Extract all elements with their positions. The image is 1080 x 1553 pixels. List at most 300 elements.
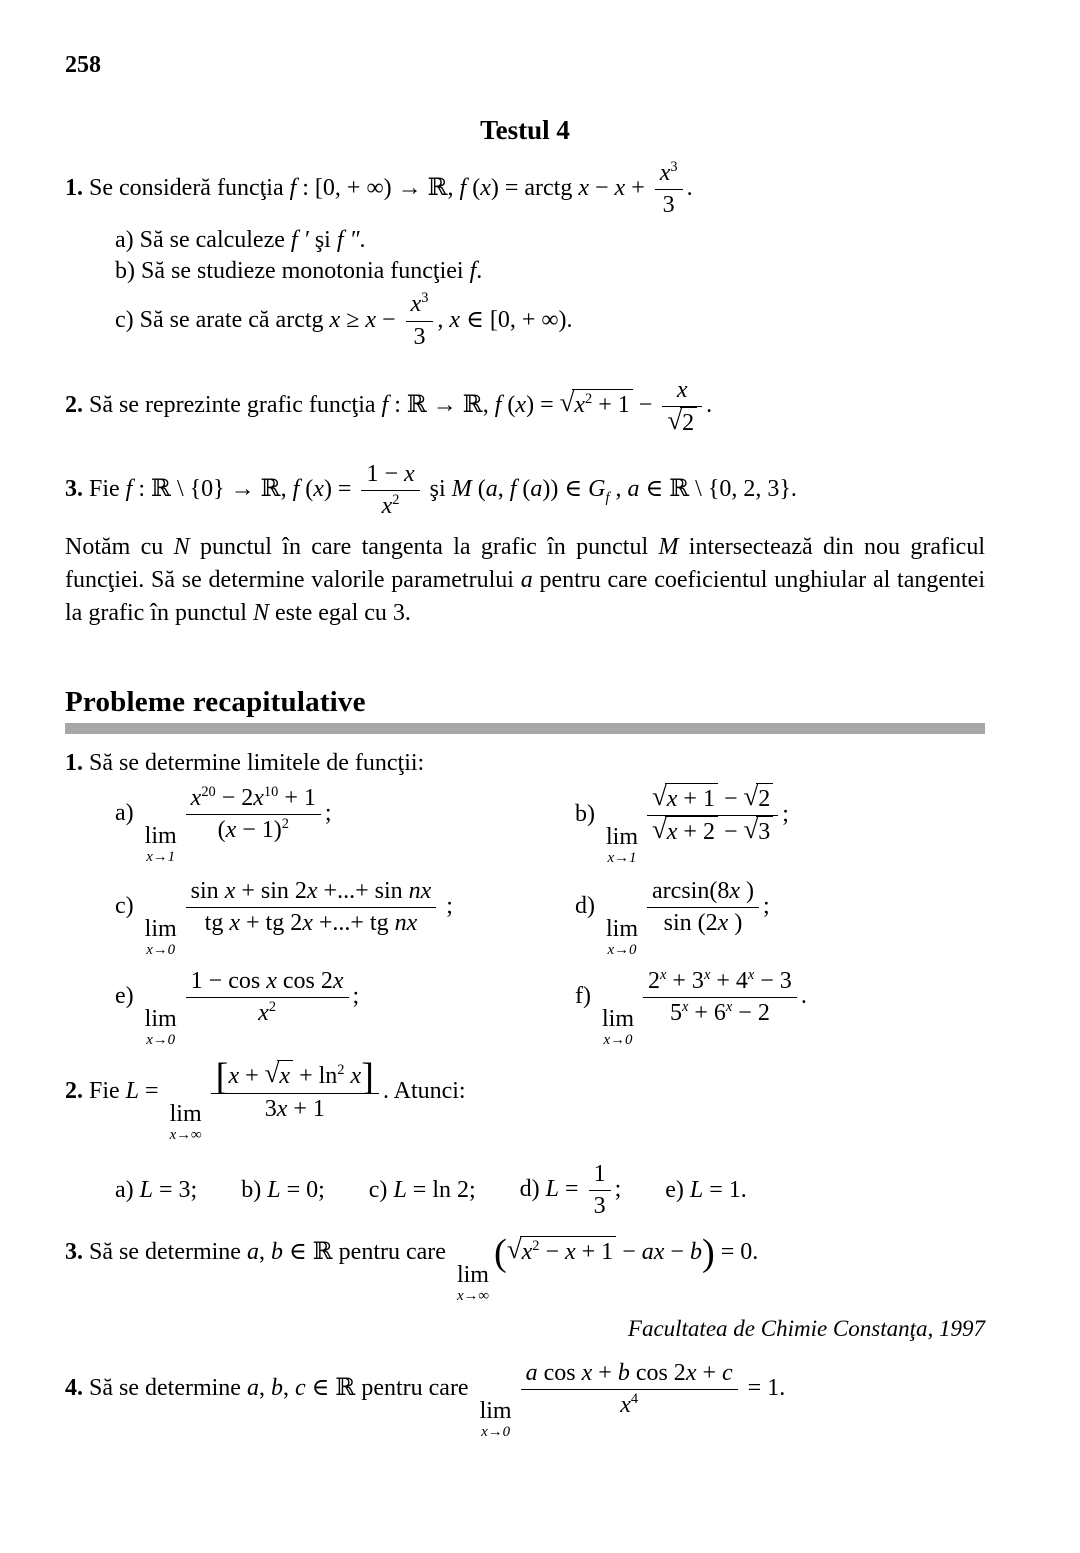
denominator [643,997,797,1029]
limit-word: lim [169,1100,202,1127]
math-variable: x [574,392,586,419]
math-text: , [497,476,510,503]
square-root [652,780,718,815]
limit-item-b [575,780,985,868]
math-text: ) = arctg [490,175,579,202]
superscript: 2 [585,391,593,408]
math-variable: nx [394,910,418,937]
math-text: ( [516,476,531,503]
math-bold: 4. [65,1375,89,1402]
math-variable: x [266,967,277,994]
math-bold: 2. [65,1077,89,1104]
math-bold: 1. [65,175,89,202]
math-text: 1 − [366,461,405,488]
superscript: 2 [268,999,277,1016]
math-variable: x [276,1095,288,1122]
math-text: ; [762,893,770,920]
limit-item-e-expr [115,967,360,1049]
math-variable: a [525,1359,538,1386]
answer-d [520,1159,622,1222]
math-variable: b [617,1359,630,1386]
math-text: ∈ ℝ pentru care [305,1375,475,1402]
fraction [186,783,321,846]
math-text: = [559,1175,585,1202]
math-variable: x [620,1392,631,1419]
fraction [211,1056,379,1125]
math-variable: x [614,175,626,202]
superscript: x [725,999,733,1016]
fraction [655,158,683,221]
math-variable: x [666,785,678,812]
attribution: Facultatea de Chimie Constanţa, 1997 [627,1315,985,1341]
math-variable: x [229,910,240,937]
math-text: Notăm cu [65,533,174,560]
math-text: Să se determine limitele de funcţii: [89,749,425,776]
limit-item-c-expr [115,877,453,959]
square-root [744,816,774,848]
limit-word: lim [144,915,177,942]
limits-row-3 [65,966,985,1050]
math-text: − 2 [215,784,254,811]
problem-3-note [65,531,985,630]
math-text: ∈ ℝ \ {0, 2, 3}. [639,476,797,503]
math-variable: x [344,1062,362,1089]
math-variable: x [581,1359,593,1386]
math-text: + [696,1359,723,1386]
superscript: x [703,966,711,983]
math-text: ; [614,1175,622,1202]
math-variable: L [545,1175,560,1202]
math-text: . [476,258,483,285]
math-text: : ℝ → ℝ, [388,392,495,419]
math-text: + 2 [677,819,715,846]
math-text: , [258,1239,271,1266]
math-text: ; [782,801,789,828]
math-variable: x [332,967,344,994]
problem-3 [65,459,985,522]
superscript: 10 [263,783,279,800]
radicand [665,816,718,847]
math-text: = 0; [280,1176,325,1203]
math-text: : ℝ \ {0} → ℝ, [132,476,293,503]
superscript: 20 [201,783,216,800]
superscript: 3 [670,159,678,175]
math-text: 3 [593,1192,606,1219]
fraction [643,966,797,1029]
limit-item-b-expr [575,780,789,867]
superscript: 2 [392,492,400,509]
radicand [756,783,773,814]
square-root [264,1057,293,1092]
math-text: . [706,392,713,419]
numerator [211,1056,379,1099]
math-text: e) [665,1176,690,1203]
radical-icon: √ [506,1234,522,1265]
math-variable: x [190,784,202,811]
math-text: + [592,1359,618,1386]
fraction [186,966,349,1029]
limit-item-d [575,876,985,960]
math-text: − [664,1239,690,1266]
math-text: sin [190,877,225,904]
recap-problem-1 [65,750,985,777]
big-delimiter: [ [215,1056,229,1099]
limits-row-2 [65,876,985,960]
math-text: . Atunci: [382,1077,466,1104]
math-variable: x [676,376,688,403]
limit-subscript: x→0 [607,942,637,959]
math-text: + 1 [287,1095,325,1122]
math-text: b) Să se studieze monotonia funcţiei [115,258,470,285]
math-variable: x [717,910,729,937]
math-text: 2 [758,785,771,812]
fraction [406,289,434,352]
math-text: ( [466,175,481,202]
math-bold: 1. [65,749,89,776]
math-variable: x [302,910,313,937]
section-bar [65,723,985,734]
answer-e [665,1177,747,1204]
math-text: ∈ [0, + ∞). [460,306,573,333]
math-text: + 3 [666,967,704,994]
math-text: )) ∈ [542,476,589,503]
numerator [655,158,683,189]
recap-problem-2-statement [65,1056,466,1143]
math-text: arcsin(8 [652,877,730,904]
math-variable: N [173,533,190,560]
math-text: = 1. [703,1176,747,1203]
denominator [186,907,437,939]
math-text: a) Să se calculeze [115,227,291,254]
page-number: 258 [65,52,101,78]
math-variable: c [294,1375,306,1402]
math-variable: x [521,1239,533,1266]
square-root [667,404,697,439]
limit-subscript: x→0 [146,1032,176,1049]
math-text: c) [115,893,140,920]
math-text: − [717,785,744,812]
math-text: cos [537,1359,582,1386]
math-variable: M [451,476,472,503]
limit-word: lim [606,823,639,850]
math-text: , [282,1375,295,1402]
math-text: 3 [264,1095,277,1122]
denominator [647,907,759,939]
math-variable: a [246,1375,259,1402]
limit [145,824,177,867]
limit-subscript: x→0 [603,1032,633,1049]
problem-3-note-text [65,534,985,626]
math-text: ) = [526,392,560,419]
problem-1-item-c [65,289,985,352]
denominator [521,1389,738,1421]
math-variable: N [252,599,269,626]
math-variable: x [666,819,678,846]
limit-item-c [115,876,575,960]
math-text: = [139,1077,165,1104]
limit [602,1007,634,1050]
math-variable: x [410,291,422,318]
math-variable: f [459,175,467,202]
radical-icon: √ [559,387,575,418]
math-text: a) [115,1176,140,1203]
limit [170,1102,202,1145]
math-text: − 2 [732,1000,770,1027]
fraction [521,1358,738,1421]
superscript: 3 [421,290,429,307]
limit-item-f [575,966,985,1050]
math-text: + 4 [710,967,748,994]
square-root [743,780,774,815]
answer-a [115,1177,197,1204]
math-variable: L [393,1176,407,1203]
subscript: f [605,490,610,507]
square-root [507,1236,616,1267]
math-variable: f [509,476,517,503]
math-text: c) Să se arate că arctg [115,306,330,333]
math-variable: f [292,476,300,503]
math-text: 1 [593,1160,606,1187]
math-text: +...+ tg [312,910,395,937]
section-title: Probleme recapitulative [65,685,366,718]
math-text: cos 2 [629,1359,686,1386]
limit [606,825,638,868]
math-text: , [437,306,450,333]
recap-problem-4 [65,1358,985,1442]
problem-1-item-a [65,227,985,254]
limit-word: lim [606,915,639,942]
recap-problem-3 [65,1232,985,1306]
radicand [665,783,718,814]
numerator [662,375,702,406]
limit-item-f-expr [575,966,807,1049]
limits-row-1 [65,780,985,868]
math-text: ( [217,817,226,844]
math-variable: ax [641,1239,665,1266]
math-variable: x [253,784,264,811]
math-text: , [258,1375,271,1402]
denominator [186,814,321,846]
math-text: − [616,1239,642,1266]
math-text: + 1 [575,1239,614,1266]
superscript: 2 [532,1238,540,1255]
problem-1-item-b [65,258,985,285]
math-text: Să se determine [89,1239,247,1266]
limit-word: lim [456,1261,489,1288]
recap-answers-row [65,1159,985,1222]
superscript: x [681,999,689,1016]
math-variable: nx [408,877,432,904]
math-variable: f [289,175,297,202]
math-variable: x [480,175,491,202]
math-text: − [539,1239,565,1266]
math-bold: 3. [65,476,89,503]
radicand [277,1060,293,1091]
numerator [589,1159,611,1190]
math-variable: L [139,1176,154,1203]
square-root [652,816,718,848]
math-text: . [800,983,807,1010]
math-text: + [625,175,651,202]
math-text: : [0, + ∞) → ℝ, [296,175,460,202]
math-text: ; [352,983,360,1010]
denominator [655,189,683,221]
limit-word: lim [144,1005,177,1032]
math-variable: x [685,1359,697,1386]
math-text: − [632,392,659,419]
limit-subscript: x→0 [481,1424,511,1441]
math-text: ; [440,893,453,920]
math-variable: b [689,1239,702,1266]
math-text: ) = [323,476,358,503]
radical-icon: √ [652,780,667,811]
math-text: − [717,819,744,846]
math-variable: a [520,566,533,593]
radicand [520,1236,617,1267]
limit [480,1399,512,1442]
math-text: punctul în care tangenta la grafic în punctul [189,533,659,560]
math-text: 1 − cos [190,967,267,994]
math-text: pentru care coeficientul unghiular al tangentei la grafic în punctul [65,566,986,626]
recap-problem-4-statement [65,1359,786,1441]
math-text: tg [204,910,230,937]
math-variable: x [578,175,589,202]
math-variable: x [515,392,527,419]
math-variable: f [125,476,133,503]
limit-item-a [115,783,575,868]
math-text: 3 [413,323,426,350]
math-variable: x [306,877,318,904]
math-variable: x [329,306,341,333]
math-variable: a [485,476,498,503]
math-text: f) [575,983,597,1010]
limit-subscript: x→1 [146,849,176,866]
math-variable: a [530,476,543,503]
big-delimiter: ( [494,1232,507,1275]
math-text: − 1) [236,817,282,844]
math-variable: x [729,877,740,904]
problem-2 [65,375,985,439]
problem-1-statement [65,159,693,219]
math-text: ≥ [340,306,366,333]
math-text: , [609,476,628,503]
fraction [589,1159,611,1222]
denominator [589,1190,611,1222]
math-text: + sin 2 [235,877,307,904]
denominator [647,815,778,848]
limit-subscript: x→∞ [456,1288,490,1305]
math-variable: x [449,306,461,333]
fraction [361,459,419,522]
math-variable: x [404,461,415,488]
math-variable: f [381,392,389,419]
superscript: x [660,966,667,983]
denominator [211,1093,379,1125]
radicand [756,816,773,847]
square-root [560,389,633,420]
radical-icon: √ [743,780,759,811]
math-text: a) [115,800,140,827]
math-variable: L [125,1077,140,1104]
math-variable: M [658,533,679,560]
math-variable: x [313,476,324,503]
problem-1-item-c-text [115,290,573,350]
limit [145,917,177,960]
math-variable: a [246,1239,259,1266]
limit-item-e [115,966,575,1050]
math-variable: L [267,1176,281,1203]
math-variable: x [564,1239,576,1266]
big-delimiter: ] [361,1056,374,1099]
math-text: = 3; [153,1176,198,1203]
limit [457,1263,489,1306]
recap-problem-1-intro [65,750,424,776]
limit-item-d-expr [575,877,770,959]
answer-c [369,1177,476,1204]
recap-problem-2 [65,1056,985,1145]
problem-3-statement [65,461,797,520]
math-text: . [686,175,693,202]
math-text: ( [501,392,516,419]
math-variable: x [225,817,237,844]
test-title: Testul 4 [480,115,570,145]
math-text: − [589,175,615,202]
math-bold: 3. [65,1239,89,1266]
math-text: = ln 2; [406,1176,476,1203]
math-text: + 1 [592,392,630,419]
math-text: b) [241,1176,268,1203]
problem-2-statement [65,376,713,436]
numerator [186,966,349,997]
math-text: c) [368,1176,394,1203]
math-variable: x [659,160,671,186]
limit-word: lim [144,822,177,849]
math-text: 3 [758,819,771,846]
math-text: + tg 2 [240,910,303,937]
math-text: − 3 [754,967,792,994]
math-text: Fie [89,1077,126,1104]
big-delimiter: ) [701,1232,715,1275]
superscript: 2 [281,816,289,833]
math-variable: f ″ [336,227,360,254]
numerator [361,459,419,490]
numerator [521,1358,738,1389]
numerator [647,876,759,907]
numerator [186,783,321,814]
math-text: ∈ ℝ pentru care [282,1239,452,1266]
math-text: 5 [669,1000,682,1027]
math-text: 3 [662,192,675,219]
math-text: Să se reprezinte grafic funcţia [89,392,382,419]
math-text: . [359,227,366,254]
math-variable: b [270,1375,283,1402]
math-text: este egal cu 3. [268,599,411,626]
radicand [572,389,632,420]
limit [145,1007,177,1050]
math-variable: a [627,476,640,503]
fraction [662,375,702,439]
problem-1-item-a-text [115,227,366,253]
math-text: ( [471,476,486,503]
math-text: intersectează din nou graficul funcţiei. Să se determine valorile parametrului [65,533,985,593]
math-text: + 1 [677,785,715,812]
limit-subscript: x→1 [607,850,637,867]
recap-problem-3-statement [65,1232,759,1305]
answer-b [241,1177,325,1204]
math-text: d) [519,1175,546,1202]
math-text: şi [423,476,452,503]
math-text: + 1 [278,784,316,811]
